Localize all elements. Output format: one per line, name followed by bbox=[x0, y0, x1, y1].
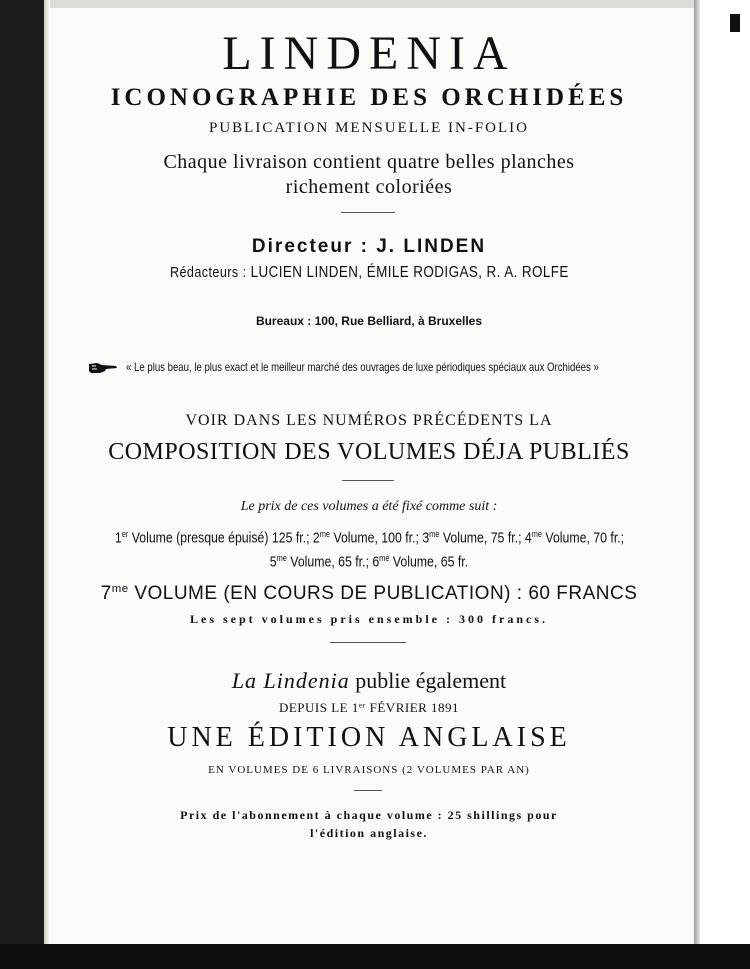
redacteurs-names: LUCIEN LINDEN, ÉMILE RODIGAS, R. A. ROLFE bbox=[250, 264, 569, 281]
pointing-hand-icon bbox=[88, 361, 118, 375]
vol4-ord: 4 bbox=[524, 529, 532, 547]
volumes-line-1 bbox=[44, 529, 694, 546]
page-title: LINDENIA bbox=[222, 27, 516, 80]
vol3-sup: me bbox=[428, 529, 439, 539]
prix-intro: Le prix de ces volumes a été fixé comme suit : bbox=[240, 499, 498, 514]
lindenia-rest: publie également bbox=[355, 668, 507, 693]
redacteurs-label: Rédacteurs : bbox=[169, 264, 247, 281]
volume-7-line bbox=[44, 583, 694, 605]
edition-volumes-line: EN VOLUMES DE 6 LIVRAISONS (2 VOLUMES PAR AN) bbox=[208, 764, 530, 776]
binding-edge bbox=[44, 0, 50, 944]
bureaux-address: Bureaux : 100, Rue Belliard, à Bruxelles bbox=[255, 314, 483, 328]
abonnement-line-1: Prix de l'abonnement à chaque volume : 25 shillings pour bbox=[180, 808, 558, 822]
vol1-ord: 1 bbox=[114, 529, 122, 547]
page-subtitle: ICONOGRAPHIE DES ORCHIDÉES bbox=[110, 84, 628, 111]
vol5-sup: me bbox=[276, 553, 287, 563]
separator-rule-4 bbox=[354, 790, 382, 791]
depuis-before: DEPUIS LE 1 bbox=[278, 700, 359, 715]
vol2-sup: me bbox=[319, 529, 330, 539]
volumes-line-2 bbox=[44, 553, 694, 570]
page-marker-tab bbox=[730, 14, 740, 32]
directeur-line: Directeur : J. LINDEN bbox=[251, 236, 487, 257]
separator-rule-2 bbox=[342, 480, 394, 481]
voir-line: VOIR DANS LES NUMÉROS PRÉCÉDENTS LA bbox=[185, 412, 553, 429]
lindenia-line bbox=[44, 668, 694, 694]
depuis-line bbox=[44, 700, 694, 716]
composition-heading: COMPOSITION DES VOLUMES DÉJA PUBLIÉS bbox=[108, 439, 630, 465]
vol7-ord: 7 bbox=[100, 583, 112, 604]
vol1-text: Volume (presque épuisé) 125 fr.; bbox=[131, 529, 310, 547]
vol4-text: Volume, 70 fr.; bbox=[544, 529, 624, 547]
vol7-sup: me bbox=[111, 583, 129, 596]
abonnement-line-2: l'édition anglaise. bbox=[310, 826, 428, 840]
vol2-text: Volume, 100 fr.; bbox=[332, 529, 419, 547]
top-band bbox=[44, 0, 694, 8]
separator-rule-3 bbox=[330, 642, 406, 643]
sept-volumes-line: Les sept volumes pris ensemble : 300 francs. bbox=[190, 612, 548, 626]
vol3-text: Volume, 75 fr.; bbox=[442, 529, 522, 547]
quote-line bbox=[126, 360, 694, 374]
edition-anglaise-heading: UNE ÉDITION ANGLAISE bbox=[167, 722, 571, 753]
lindenia-italic: La Lindenia bbox=[231, 668, 350, 693]
quote-text: « Le plus beau, le plus exact et le meilleur marché des ouvrages de luxe périodiques spéciaux aux Orchidées » bbox=[126, 360, 599, 374]
vol7-text: VOLUME (EN COURS DE PUBLICATION) : 60 FRANCS bbox=[134, 583, 638, 604]
description-line-2: richement coloriées bbox=[285, 176, 453, 198]
vol5-text: Volume, 65 fr.; bbox=[290, 553, 369, 571]
vol1-sup: er bbox=[121, 529, 128, 539]
bottom-scan-edge bbox=[0, 944, 750, 969]
vol6-text: Volume, 65 fr. bbox=[392, 553, 469, 571]
description-line-1: Chaque livraison contient quatre belles planches bbox=[163, 151, 575, 173]
vol2-ord: 2 bbox=[312, 529, 320, 547]
depuis-sup: er bbox=[358, 700, 366, 710]
vol6-ord: 6 bbox=[372, 553, 380, 571]
page-edge-right bbox=[694, 0, 750, 969]
depuis-after: FÉVRIER 1891 bbox=[369, 700, 460, 715]
vol4-sup: me bbox=[531, 529, 542, 539]
separator-rule bbox=[341, 212, 395, 213]
vol6-sup: me bbox=[379, 553, 390, 563]
vol3-ord: 3 bbox=[421, 529, 429, 547]
publication-line: PUBLICATION MENSUELLE IN-FOLIO bbox=[209, 120, 529, 136]
document-page bbox=[44, 0, 694, 944]
redacteurs-line bbox=[44, 264, 694, 282]
vol5-ord: 5 bbox=[269, 553, 277, 571]
